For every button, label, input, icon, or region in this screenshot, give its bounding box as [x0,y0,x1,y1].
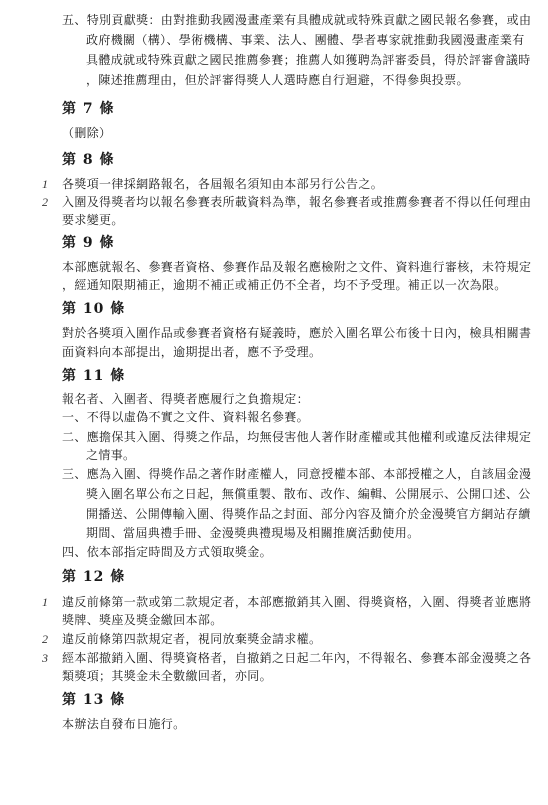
article-text: （刪除） [62,126,112,140]
paragraph-number: 2 [42,632,48,646]
article-heading: 第 9 條 [62,235,115,251]
article-text: 報名者、入圍者、得獎者應履行之負擔規定： [62,392,310,406]
article-text: 違反前條第一款或第二款規定者，本部應撤銷其入圍、得獎資格，入圍、得獎者並應將 [62,595,532,609]
article-heading: 第 10 條 [62,301,126,317]
list-item: 一、不得以虛偽不實之文件、資料報名參賽。 [62,410,310,424]
article-text: 類獎項；其獎金未全數繳回者，亦同。 [62,669,272,683]
item5-line: 具體成就或特殊貢獻之國民推薦參賽；推薦人如獲聘為評審委員，得於評審會議時 [86,53,531,67]
article-heading: 第 8 條 [62,152,115,168]
article-text: 對於各獎項入圍作品或參賽者資格有疑義時，應於入圍名單公布後十日內，檢具相關書 [62,326,532,340]
list-item: 二、應擔保其入圍、得獎之作品，均無侵害他人著作財產權或其他權利或違反法律規定 [62,430,532,444]
article-heading: 第 12 條 [62,569,126,585]
list-item-continuation: 開播送、公開傳輸入圍、得獎作品之封面、部分內容及簡介於金漫獎官方網站存續 [86,507,531,521]
article-text: 本辦法自發布日施行。 [62,717,186,731]
article-text: ，經通知限期補正，逾期不補正或補正仍不全者，均不予受理。補正以一次為限。 [62,278,507,292]
paragraph-number: 2 [42,195,48,209]
list-item: 四、依本部指定時間及方式領取獎金。 [62,545,272,559]
article-text: 入圍及得獎者均以報名參賽表所載資料為準，報名參賽者或推薦參賽者不得以任何理由 [62,195,532,209]
list-item-continuation: 獎入圍名單公布之日起，無償重製、散布、改作、編輯、公開展示、公開口述、公 [86,487,531,501]
item5-line: 政府機關（構）、學術機構、事業、法人、團體、學者專家就推動我國漫畫產業有 [86,33,525,47]
article-text: 違反前條第四款規定者，視同放棄獎金請求權。 [62,632,322,646]
article-text: 經本部撤銷入圍、得獎資格者，自撤銷之日起二年內，不得報名、參賽本部金漫獎之各 [62,651,532,665]
list-item-continuation: 期間、當屆典禮手冊、金漫獎典禮現場及相關推廣活動使用。 [86,526,420,540]
item5-line: 五、特別貢獻獎：由對推動我國漫畫產業有具體成就或特殊貢獻之國民報名參賽，或由 [62,13,532,27]
list-item-continuation: 之情事。 [86,448,136,462]
item5-line: ，陳述推薦理由，但於評審得獎人人選時應自行迴避，不得參與投票。 [86,73,469,87]
paragraph-number: 1 [42,595,48,609]
article-heading: 第 11 條 [62,368,126,384]
list-item: 三、應為入圍、得獎作品之著作財產權人，同意授權本部、本部授權之人，自該屆金漫 [62,467,532,481]
article-text: 本部應就報名、參賽者資格、參賽作品及報名應檢附之文件、資料進行審核，未符規定 [62,260,532,274]
article-text: 獎牌、獎座及獎金繳回本部。 [62,613,223,627]
article-text: 要求變更。 [62,213,124,227]
paragraph-number: 1 [42,177,48,191]
paragraph-number: 3 [42,651,48,665]
article-heading: 第 13 條 [62,692,126,708]
article-heading: 第 7 條 [62,101,115,117]
article-text: 各獎項一律採網路報名，各屆報名須知由本部另行公告之。 [62,177,384,191]
article-text: 面資料向本部提出，逾期提出者，應不予受理。 [62,345,322,359]
